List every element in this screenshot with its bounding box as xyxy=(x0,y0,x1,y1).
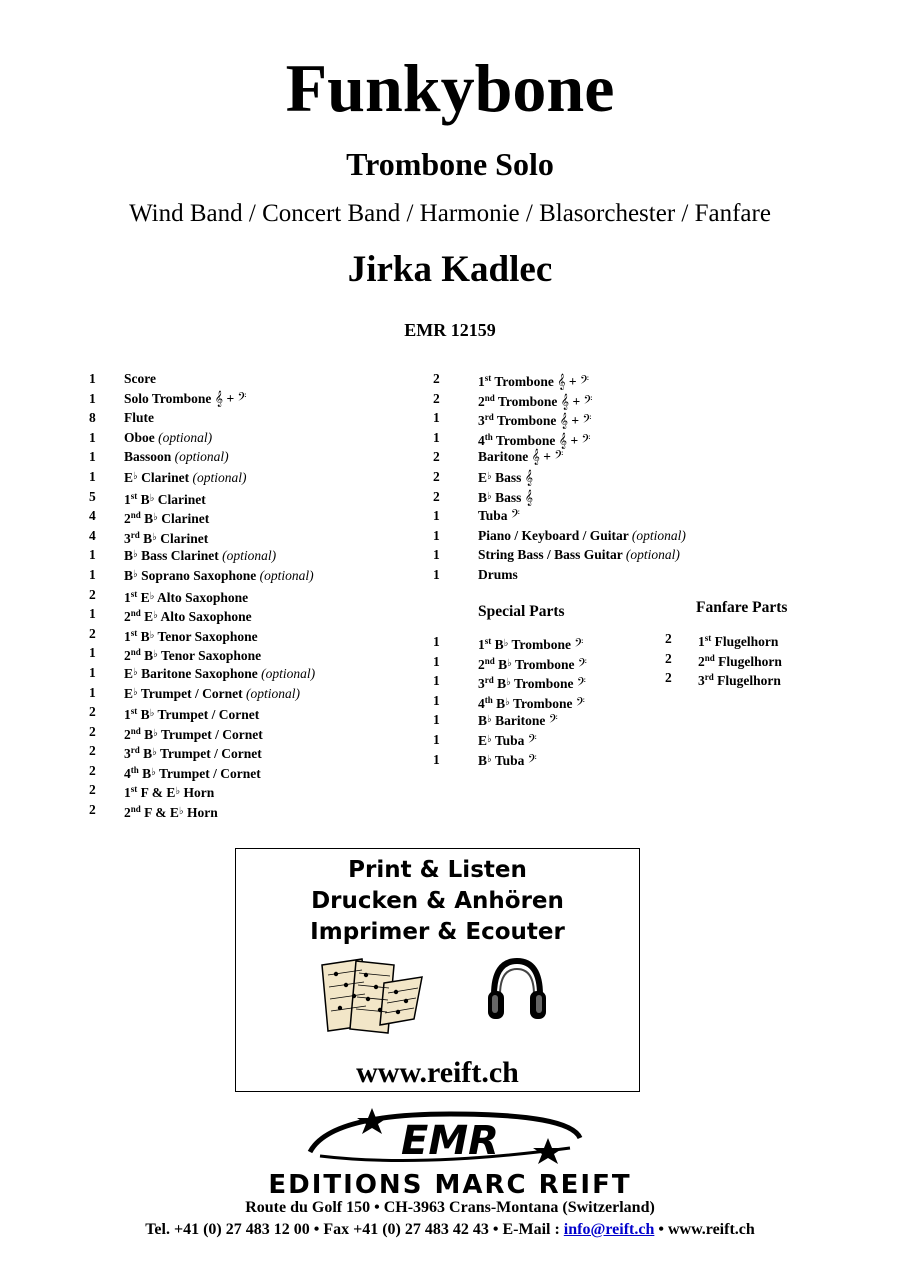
part-name: 2nd B♭ Trombone 𝄢 xyxy=(478,655,587,673)
part-quantity: 2 xyxy=(89,782,96,798)
part-quantity: 1 xyxy=(433,692,440,708)
part-name: Tuba 𝄢 xyxy=(478,508,520,525)
part-name: E♭ Tuba 𝄢 xyxy=(478,732,537,749)
part-quantity: 2 xyxy=(665,670,672,686)
special-parts-heading: Special Parts xyxy=(478,603,565,620)
part-quantity: 4 xyxy=(89,527,96,543)
star-icon xyxy=(357,1108,387,1134)
part-quantity: 1 xyxy=(89,371,96,386)
part-name: 1st Trombone 𝄞 + 𝄢 xyxy=(478,373,590,390)
part-name: 2nd B♭ Clarinet xyxy=(124,510,210,527)
part-quantity: 1 xyxy=(433,429,440,445)
part-quantity: 1 xyxy=(89,606,96,622)
part-name: 1st Flugelhorn xyxy=(698,633,779,649)
emr-logo xyxy=(300,1108,600,1170)
part-quantity: 4 xyxy=(89,508,96,524)
part-name: 2nd B♭ Tenor Saxophone xyxy=(124,647,262,664)
fanfare-parts-heading: Fanfare Parts xyxy=(696,599,788,616)
part-name: 3rd B♭ Clarinet xyxy=(124,529,209,546)
part-name: 2nd E♭ Alto Saxophone xyxy=(124,608,252,625)
page-title: Funkybone xyxy=(285,50,615,126)
contact-phone-fax: Tel. +41 (0) 27 483 12 00 • Fax +41 (0) 27 483 42 43 • E-Mail : xyxy=(145,1221,564,1238)
star-icon xyxy=(533,1138,563,1164)
part-quantity: 1 xyxy=(89,664,96,680)
part-quantity: 1 xyxy=(433,410,440,426)
part-quantity: 2 xyxy=(665,631,672,646)
part-name: 3rd B♭ Trumpet / Cornet xyxy=(124,745,262,762)
promo-line-fr: Imprimer & Ecouter xyxy=(310,919,565,945)
composer-name: Jirka Kadlec xyxy=(347,249,553,290)
sheet-music-icon xyxy=(318,955,428,1035)
part-quantity: 2 xyxy=(89,704,96,720)
part-name: 2nd Trombone 𝄞 + 𝄢 xyxy=(478,392,593,410)
part-quantity: 2 xyxy=(433,468,440,484)
part-name: Drums xyxy=(478,566,518,582)
part-name: B♭ Bass 𝄞 xyxy=(478,489,534,506)
promo-line-en: Print & Listen xyxy=(348,857,527,883)
part-quantity: 1 xyxy=(89,684,96,700)
part-quantity: 1 xyxy=(433,547,440,563)
part-quantity: 2 xyxy=(433,371,440,386)
part-name: 1st B♭ Trombone 𝄢 xyxy=(478,636,584,653)
part-name: 1st B♭ Trumpet / Cornet xyxy=(124,706,260,723)
part-quantity: 8 xyxy=(89,410,96,426)
part-name: E♭ Trumpet / Cornet (optional) xyxy=(124,685,300,701)
part-name: Solo Trombone 𝄞 + 𝄢 xyxy=(124,390,247,407)
page-subtitle: Trombone Solo xyxy=(346,146,554,182)
part-name: 3rd Trombone 𝄞 + 𝄢 xyxy=(478,412,592,430)
part-quantity: 2 xyxy=(89,802,96,818)
part-quantity: 1 xyxy=(433,634,440,649)
part-quantity: 1 xyxy=(89,645,96,661)
part-name: 2nd F & E♭ Horn xyxy=(124,804,218,821)
part-name: E♭ Bass 𝄞 xyxy=(478,469,534,486)
part-quantity: 2 xyxy=(433,449,440,465)
part-quantity: 1 xyxy=(433,566,440,582)
part-name: Oboe (optional) xyxy=(124,429,213,445)
publisher-contact xyxy=(0,1220,900,1240)
part-quantity: 2 xyxy=(433,390,440,406)
part-quantity: 2 xyxy=(89,743,96,759)
part-quantity: 2 xyxy=(433,488,440,504)
part-name: 1st E♭ Alto Saxophone xyxy=(124,588,249,605)
part-name: B♭ Soprano Saxophone (optional) xyxy=(124,567,314,583)
part-name: E♭ Clarinet (optional) xyxy=(124,469,247,485)
part-quantity: 1 xyxy=(433,673,440,689)
part-name: Piano / Keyboard / Guitar (optional) xyxy=(478,527,686,543)
part-name: 1st B♭ Clarinet xyxy=(124,490,206,507)
email-link[interactable]: info@reift.ch xyxy=(563,1221,655,1238)
part-name: 4th B♭ Trumpet / Cornet xyxy=(124,764,261,781)
part-name: 4th B♭ Trombone 𝄢 xyxy=(478,694,585,712)
part-name: Flute xyxy=(124,410,154,426)
promo-line-de: Drucken & Anhören xyxy=(311,888,564,914)
part-name: 1st B♭ Tenor Saxophone xyxy=(124,627,258,644)
part-quantity: 2 xyxy=(89,723,96,739)
part-quantity: 5 xyxy=(89,488,96,504)
part-quantity: 2 xyxy=(665,650,672,666)
print-listen-box xyxy=(235,848,640,1092)
part-name: String Bass / Bass Guitar (optional) xyxy=(478,547,680,563)
part-name: Baritone 𝄞 + 𝄢 xyxy=(478,449,564,466)
ensemble-line: Wind Band / Concert Band / Harmonie / Blasorchester / Fanfare xyxy=(129,200,771,227)
part-name: Score xyxy=(124,371,156,386)
part-name: 3rd Flugelhorn xyxy=(698,672,781,689)
part-quantity: 1 xyxy=(433,731,440,747)
part-quantity: 1 xyxy=(89,468,96,484)
part-name: 2nd Flugelhorn xyxy=(698,652,782,669)
part-name: Bassoon (optional) xyxy=(124,449,229,465)
part-quantity: 1 xyxy=(89,566,96,582)
part-quantity: 1 xyxy=(433,527,440,543)
part-name: 2nd B♭ Trumpet / Cornet xyxy=(124,725,263,742)
part-quantity: 2 xyxy=(89,586,96,602)
part-quantity: 2 xyxy=(89,625,96,641)
part-name: E♭ Baritone Saxophone (optional) xyxy=(124,665,316,681)
contact-website: • www.reift.ch xyxy=(654,1221,755,1238)
part-name: 4th Trombone 𝄞 + 𝄢 xyxy=(478,431,591,449)
part-name: 3rd B♭ Trombone 𝄢 xyxy=(478,675,586,693)
part-quantity: 2 xyxy=(89,762,96,778)
headphones-icon xyxy=(486,955,548,1025)
part-name: 1st F & E♭ Horn xyxy=(124,784,215,801)
part-quantity: 1 xyxy=(433,508,440,524)
part-quantity: 1 xyxy=(433,712,440,728)
promo-url[interactable]: www.reift.ch xyxy=(356,1056,519,1089)
logo-text: EMR xyxy=(401,1118,499,1164)
publisher-address: Route du Golf 150 • CH-3963 Crans-Montana (Switzerland) xyxy=(245,1199,655,1216)
part-quantity: 1 xyxy=(89,390,96,406)
part-quantity: 1 xyxy=(89,547,96,563)
brand-name: EDITIONS MARC REIFT xyxy=(268,1170,632,1200)
part-name: B♭ Baritone 𝄢 xyxy=(478,713,558,730)
part-quantity: 1 xyxy=(433,653,440,669)
part-name: B♭ Tuba 𝄢 xyxy=(478,752,537,769)
part-quantity: 1 xyxy=(433,751,440,767)
part-quantity: 1 xyxy=(89,449,96,465)
part-name: B♭ Bass Clarinet (optional) xyxy=(124,548,277,564)
catalog-code: EMR 12159 xyxy=(404,320,496,340)
part-quantity: 1 xyxy=(89,429,96,445)
